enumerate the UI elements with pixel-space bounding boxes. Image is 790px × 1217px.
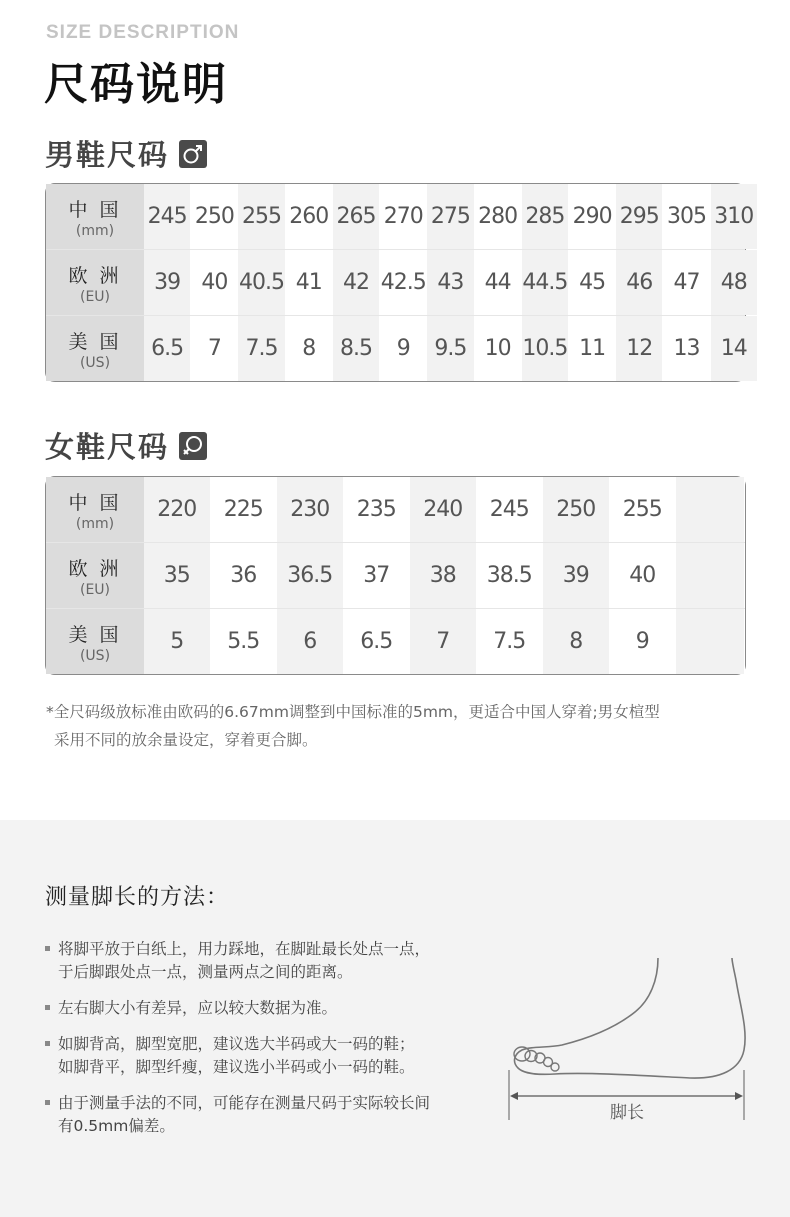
row-header (46, 316, 144, 381)
size-cell: 36 (211, 543, 278, 608)
row-header-unit: (mm) (75, 515, 115, 532)
size-cell: 225 (211, 477, 278, 542)
size-cell: 230 (277, 477, 344, 542)
tip-text (58, 1092, 430, 1138)
tip-line: 由于测量手法的不同，可能存在测量尺码于实际较长间 (58, 1094, 431, 1112)
size-cell: 12 (616, 316, 663, 381)
page-title: 尺码说明 (44, 59, 228, 110)
size-cell: 42 (333, 250, 380, 315)
size-cell: 14 (711, 316, 758, 381)
size-cell: 41 (286, 250, 333, 315)
tip-item (45, 997, 485, 1020)
measure-title: 测量脚长的方法： (45, 885, 230, 910)
size-cell: 290 (569, 184, 616, 249)
table-row (46, 315, 745, 381)
foot-diagram-icon (500, 950, 760, 1144)
size-cell: 240 (410, 477, 477, 542)
row-header-unit: (US) (79, 354, 111, 371)
tip-item (45, 938, 485, 984)
row-header-label: 欧 洲 (68, 264, 122, 287)
size-cell: 285 (522, 184, 569, 249)
empty-cell (676, 609, 745, 674)
size-cell: 260 (286, 184, 333, 249)
row-header-label: 中 国 (68, 198, 122, 221)
size-cell: 275 (427, 184, 474, 249)
size-cell: 40 (191, 250, 238, 315)
row-header-label: 欧 洲 (68, 557, 122, 580)
size-cell: 270 (380, 184, 427, 249)
size-cell: 7.5 (238, 316, 285, 381)
foot-length-label: 脚长 (610, 1103, 644, 1123)
note-line-1: *全尺码级放标准由欧码的6.67mm调整到中国标准的5mm，更适合中国人穿着;男女楦型 (46, 703, 660, 721)
men-section-title (45, 133, 207, 174)
row-header (46, 543, 144, 608)
size-cell: 7.5 (477, 609, 544, 674)
row-header (46, 250, 144, 315)
size-cell: 6.5 (144, 316, 191, 381)
size-cell: 5.5 (211, 609, 278, 674)
empty-cell (676, 477, 745, 542)
size-cell: 42.5 (380, 250, 427, 315)
size-cell: 255 (610, 477, 677, 542)
size-cell: 9 (380, 316, 427, 381)
size-cell: 40 (610, 543, 677, 608)
bullet-icon (45, 1005, 50, 1010)
bullet-icon (45, 1100, 50, 1105)
size-cell: 245 (477, 477, 544, 542)
size-cell: 35 (144, 543, 211, 608)
size-cell: 9 (610, 609, 677, 674)
size-cell: 245 (144, 184, 191, 249)
women-title-text: 女鞋尺码 (45, 430, 170, 464)
size-cell: 8.5 (333, 316, 380, 381)
tip-line: 于后脚跟处点一点，测量两点之间的距离。 (58, 963, 353, 981)
size-cell: 250 (191, 184, 238, 249)
size-cell: 45 (569, 250, 616, 315)
tip-line: 将脚平放于白纸上，用力踩地，在脚趾最长处点一点， (58, 940, 431, 958)
size-cell: 39 (543, 543, 610, 608)
size-cell: 13 (663, 316, 710, 381)
empty-cell (676, 543, 745, 608)
size-cell: 43 (427, 250, 474, 315)
size-cell: 44 (475, 250, 522, 315)
note-line-2: 采用不同的放余量设定，穿着更合脚。 (54, 731, 318, 749)
size-cell: 40.5 (238, 250, 285, 315)
tip-text (58, 938, 430, 984)
size-cell: 295 (616, 184, 663, 249)
tip-text (58, 1033, 415, 1079)
table-row (46, 477, 745, 542)
tip-line: 如脚背高，脚型宽肥，建议选大半码或大一码的鞋； (58, 1035, 415, 1053)
size-cell: 265 (333, 184, 380, 249)
table-row (46, 608, 745, 674)
size-cell: 310 (711, 184, 758, 249)
size-cell: 220 (144, 477, 211, 542)
bullet-icon (45, 1041, 50, 1046)
tip-item (45, 1092, 485, 1138)
table-row (46, 542, 745, 608)
tip-line: 如脚背平，脚型纤瘦，建议选小半码或小一码的鞋。 (58, 1058, 415, 1076)
size-cell: 7 (410, 609, 477, 674)
size-cell: 47 (663, 250, 710, 315)
women-section-title (45, 425, 207, 466)
row-header (46, 477, 144, 542)
size-cell: 38.5 (477, 543, 544, 608)
row-header-label: 中 国 (68, 491, 122, 514)
tip-line: 左右脚大小有差异，应以较大数据为准。 (58, 999, 338, 1017)
size-cell: 10.5 (522, 316, 569, 381)
size-cell: 9.5 (427, 316, 474, 381)
row-header-unit: (EU) (79, 581, 111, 598)
measure-tips (45, 938, 485, 1151)
row-header-label: 美 国 (68, 330, 122, 353)
bullet-icon (45, 946, 50, 951)
size-cell: 36.5 (277, 543, 344, 608)
size-cell: 5 (144, 609, 211, 674)
size-cell: 6.5 (344, 609, 411, 674)
male-symbol-icon (179, 140, 207, 168)
size-cell: 8 (543, 609, 610, 674)
female-symbol-icon (179, 432, 207, 460)
row-header-unit: (mm) (75, 222, 115, 239)
size-cell: 280 (475, 184, 522, 249)
size-cell: 11 (569, 316, 616, 381)
tip-item (45, 1033, 485, 1079)
size-cell: 48 (711, 250, 758, 315)
size-cell: 8 (286, 316, 333, 381)
table-row (46, 184, 754, 249)
row-header (46, 609, 144, 674)
size-cell: 46 (616, 250, 663, 315)
size-cell: 7 (191, 316, 238, 381)
row-header-label: 美 国 (68, 623, 122, 646)
size-description-en: SIZE DESCRIPTION (46, 22, 240, 43)
men-size-table (45, 183, 754, 382)
row-header (46, 184, 144, 249)
size-cell: 44.5 (522, 250, 569, 315)
size-note (46, 698, 746, 754)
size-cell: 6 (277, 609, 344, 674)
row-header-unit: (EU) (79, 288, 111, 305)
women-size-table (45, 476, 746, 675)
row-header-unit: (US) (79, 647, 111, 664)
tip-text (58, 997, 337, 1020)
table-row (46, 249, 745, 315)
tip-line: 有0.5mm偏差。 (58, 1117, 175, 1135)
measure-section (0, 820, 790, 1217)
size-cell: 38 (410, 543, 477, 608)
size-cell: 10 (475, 316, 522, 381)
men-title-text: 男鞋尺码 (45, 138, 170, 172)
size-cell: 255 (238, 184, 285, 249)
size-cell: 37 (344, 543, 411, 608)
size-cell: 305 (663, 184, 710, 249)
size-cell: 250 (543, 477, 610, 542)
size-cell: 235 (344, 477, 411, 542)
size-cell: 39 (144, 250, 191, 315)
